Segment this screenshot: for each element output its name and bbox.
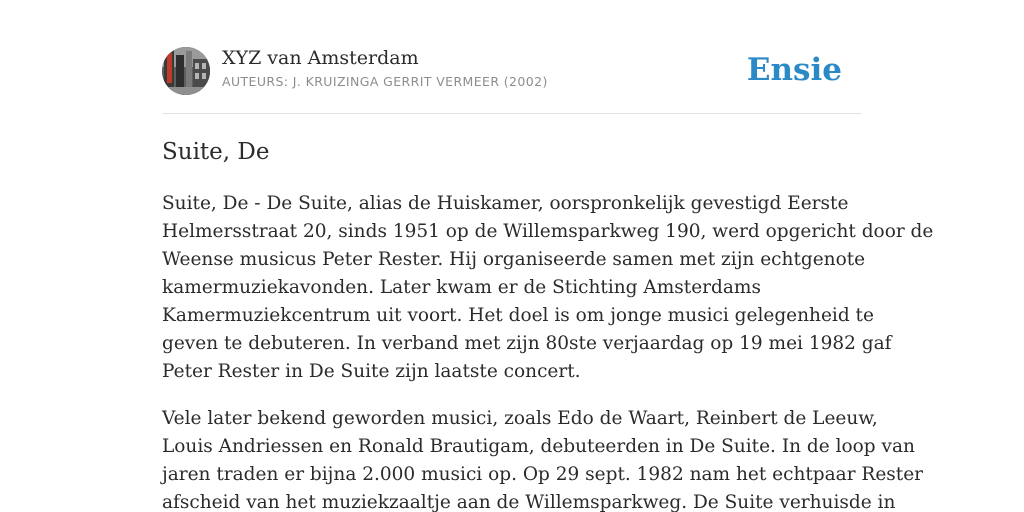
entry-title: Suite, De: [162, 139, 270, 165]
paragraph-line: Kamermuziekcentrum uit voort. Het doel is om jonge musici gelegenheid te: [162, 305, 874, 326]
paragraph-line: kamermuziekavonden. Later kwam er de Stichting Amsterdams: [162, 277, 761, 298]
paragraph-line: jaren traden er bijna 2.000 musici op. Op 29 sept. 1982 nam het echtpaar Rester: [162, 464, 924, 485]
paragraph-line: Louis Andriessen en Ronald Brautigam, debuteerden in De Suite. In de loop van: [162, 436, 915, 457]
source-header: [162, 46, 862, 96]
source-title[interactable]: XYZ van Amsterdam: [222, 47, 419, 69]
paragraph-line: Weense musicus Peter Rester. Hij organiseerde samen met zijn echtgenote: [162, 249, 866, 270]
header-divider: [162, 113, 862, 114]
paragraph-line: afscheid van het muziekzaaltje aan de Willemsparkweg. De Suite verhuisde in: [162, 492, 896, 512]
entry-body: [162, 190, 934, 512]
paragraph: [162, 190, 934, 386]
paragraph-line: Peter Rester in De Suite zijn laatste concert.: [162, 361, 581, 382]
source-avatar[interactable]: [162, 47, 210, 95]
paragraph: [162, 405, 924, 512]
paragraph-line: Helmersstraat 20, sinds 1951 op de Willemsparkweg 190, werd opgericht door de: [162, 221, 934, 242]
ensie-logo-link[interactable]: Ensie: [746, 52, 842, 88]
book-cover-photo-icon: [162, 47, 210, 95]
paragraph-line: geven te debuteren. In verband met zijn 80ste verjaardag op 19 mei 1982 gaf: [162, 333, 892, 354]
paragraph-line: Suite, De - De Suite, alias de Huiskamer, oorspronkelijk gevestigd Eerste: [162, 193, 849, 214]
source-authors: AUTEURS: J. KRUIZINGA GERRIT VERMEER (2002): [222, 74, 548, 89]
paragraph-line: Vele later bekend geworden musici, zoals Edo de Waart, Reinbert de Leeuw,: [162, 408, 878, 429]
